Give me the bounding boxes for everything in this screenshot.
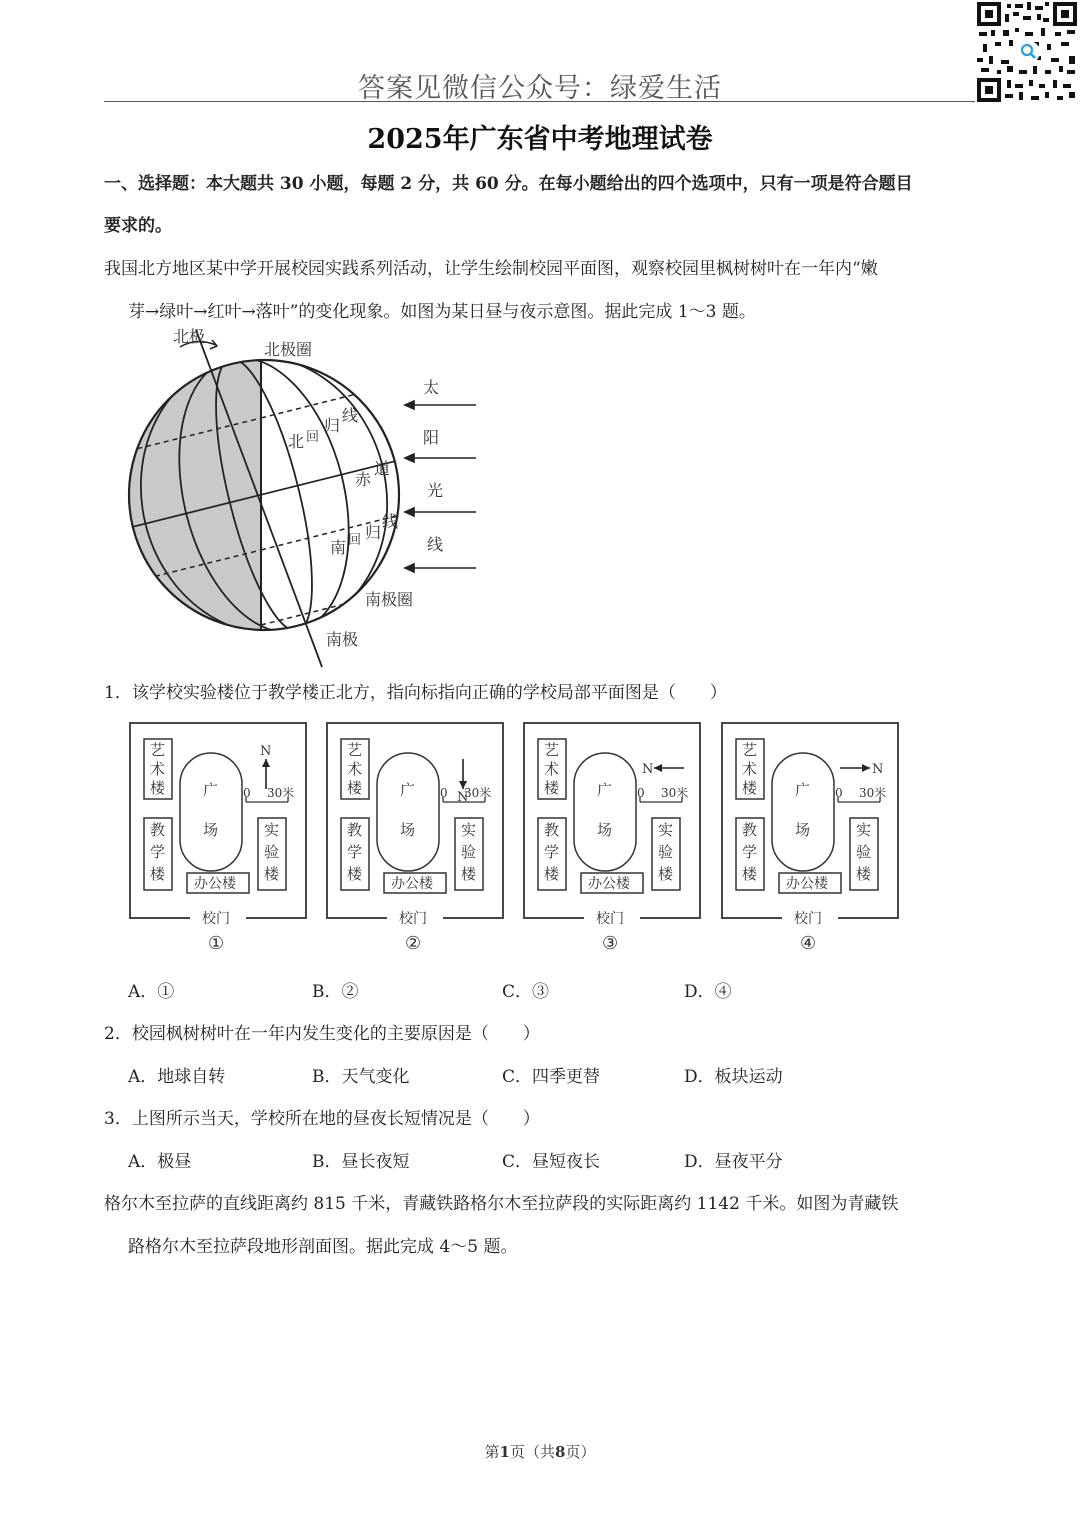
label-south-pole: 南极 [326,630,359,649]
label-map-number-2: ② [405,933,422,954]
label-art-building: 术 [347,760,363,778]
label-teaching-building: 教 [544,821,560,839]
label-art-building: 术 [742,760,758,778]
campus-maps-figure [125,718,905,958]
q3-stem: 3．上图所示当天，学校所在地的昼夜长短情况是（ ） [104,1109,540,1129]
label-lab-building: 验 [856,843,872,861]
q2-option-b[interactable]: B．天气变化 [312,1067,410,1087]
label-teaching-building: 学 [742,843,758,861]
label-teaching-building: 学 [544,843,560,861]
label-tropic-cancer-2: 回 [306,430,320,445]
label-teaching-building: 楼 [150,865,166,883]
label-school-gate: 校门 [794,911,822,927]
label-antarctic-circle: 南极圈 [365,590,414,609]
label-lab-building: 验 [264,843,280,861]
label-north-1: N [260,744,272,759]
label-sunlight-3: 光 [427,481,444,500]
label-office-building: 办公楼 [391,876,433,892]
label-teaching-building: 教 [347,821,363,839]
q2-option-d[interactable]: D．板块运动 [684,1067,783,1087]
label-scale-30m: 30米 [267,786,295,800]
q3-option-a[interactable]: A．极昼 [128,1152,192,1172]
intro2-line1: 格尔木至拉萨的直线距离约 815 千米，青藏铁路格尔木至拉萨段的实际距离约 1142 千米。如图为青藏铁 [104,1194,899,1214]
header-divider [104,101,976,102]
label-north-4: N [872,762,884,777]
label-art-building: 楼 [347,779,363,797]
sunlight-arrow-icon [405,508,414,516]
label-north-3: N [642,762,654,777]
day-night-globe-figure [120,325,490,670]
label-tropic-cancer-3: 归 [324,416,341,435]
label-square: 广 [400,781,416,799]
campus-map-3 [524,723,700,927]
sunlight-arrow-icon [405,401,414,409]
label-office-building: 办公楼 [588,876,630,892]
label-teaching-building: 学 [150,843,166,861]
label-lab-building: 楼 [461,865,477,883]
campus-map-2 [327,723,503,927]
label-sunlight-4: 线 [427,535,444,554]
label-lab-building: 楼 [264,865,280,883]
label-north-2: N [457,790,469,805]
label-tropic-capricorn-4: 线 [382,512,399,531]
label-square: 广 [203,781,219,799]
label-teaching-building: 学 [347,843,363,861]
label-scale-30m: 30米 [661,786,689,800]
label-map-number-4: ④ [800,933,817,954]
label-school-gate: 校门 [399,911,427,927]
label-art-building: 术 [150,760,166,778]
label-art-building: 楼 [742,779,758,797]
label-tropic-capricorn-3: 归 [365,523,382,542]
sunlight-arrow-icon [405,564,414,572]
label-office-building: 办公楼 [194,876,236,892]
label-teaching-building: 楼 [544,865,560,883]
q1-option-b[interactable]: B．② [312,982,359,1002]
label-lab-building: 实 [856,821,872,839]
label-tropic-capricorn-1: 南 [330,538,347,557]
label-lab-building: 实 [264,821,280,839]
label-teaching-building: 教 [150,821,166,839]
label-art-building: 艺 [347,741,363,759]
label-scale-zero: 0 [835,786,843,800]
label-lab-building: 实 [658,821,674,839]
label-art-building: 艺 [544,741,560,759]
label-square: 广 [795,781,811,799]
sunlight-arrow-icon [405,454,414,462]
label-lab-building: 验 [658,843,674,861]
q1-option-c[interactable]: C．③ [502,982,550,1002]
label-teaching-building: 教 [742,821,758,839]
label-lab-building: 楼 [856,865,872,883]
label-sunlight-2: 阳 [423,428,440,447]
q2-option-a[interactable]: A．地球自转 [128,1067,226,1087]
label-art-building: 术 [544,760,560,778]
label-school-gate: 校门 [202,911,230,927]
q2-stem: 2．校园枫树树叶在一年内发生变化的主要原因是（ ） [104,1024,540,1044]
label-lab-building: 验 [461,843,477,861]
label-scale-30m: 30米 [464,786,492,800]
q1-option-d[interactable]: D．④ [684,982,732,1002]
label-office-building: 办公楼 [786,876,828,892]
label-lab-building: 楼 [658,865,674,883]
label-tropic-capricorn-2: 回 [348,533,362,548]
label-school-gate: 校门 [596,911,624,927]
q1-option-a[interactable]: A．① [128,982,175,1002]
label-lab-building: 实 [461,821,477,839]
q3-option-c[interactable]: C．昼短夜长 [502,1152,601,1172]
label-scale-zero: 0 [243,786,251,800]
label-art-building: 艺 [742,741,758,759]
label-square: 广 [597,781,613,799]
label-scale-zero: 0 [440,786,448,800]
label-equator-2: 道 [374,459,391,478]
label-square: 场 [795,821,811,839]
page-footer: 第1页（共8页） [484,1443,596,1461]
exam-title: 2025年广东省中考地理试卷 [367,124,713,155]
label-teaching-building: 楼 [742,865,758,883]
label-map-number-3: ③ [602,933,619,954]
label-art-building: 楼 [544,779,560,797]
label-scale-zero: 0 [637,786,645,800]
label-arctic-circle: 北极圈 [264,340,313,359]
label-scale-30m: 30米 [859,786,887,800]
campus-map-4 [722,723,898,927]
label-tropic-cancer-1: 北 [288,432,305,451]
label-equator-1: 赤 [355,470,372,489]
label-map-number-1: ① [208,933,225,954]
q3-option-b[interactable]: B．昼长夜短 [312,1152,410,1172]
q1-stem: 1．该学校实验楼位于教学楼正北方，指向标指向正确的学校局部平面图是（ ） [104,683,727,703]
q3-option-d[interactable]: D．昼夜平分 [684,1152,783,1172]
label-tropic-cancer-4: 线 [342,406,359,425]
section-heading-line2: 要求的。 [104,216,172,236]
intro1-line2: 芽→绿叶→红叶→落叶”的变化现象。如图为某日昼与夜示意图。据此完成 1～3 题。 [128,302,756,322]
label-square: 场 [597,821,613,839]
section-heading-line1: 一、选择题：本大题共 30 小题，每题 2 分，共 60 分。在每小题给出的四个选项中，只有一项是符合题目 [104,174,913,194]
q2-option-c[interactable]: C．四季更替 [502,1067,601,1087]
qr-code-icon [975,0,1079,104]
label-square: 场 [400,821,416,839]
label-square: 场 [203,821,219,839]
label-art-building: 艺 [150,741,166,759]
intro1-line1: 我国北方地区某中学开展校园实践系列活动，让学生绘制校园平面图，观察校园里枫树树叶在一年内“嫩 [104,259,878,279]
intro2-line2: 路格尔木至拉萨段地形剖面图。据此完成 4～5 题。 [128,1237,518,1257]
label-teaching-building: 楼 [347,865,363,883]
header-notice: 答案见微信公众号：绿爱生活 [358,73,722,104]
campus-map-1 [130,723,306,927]
label-sunlight-1: 太 [423,378,440,397]
label-art-building: 楼 [150,779,166,797]
label-north-pole: 北极 [173,327,206,346]
